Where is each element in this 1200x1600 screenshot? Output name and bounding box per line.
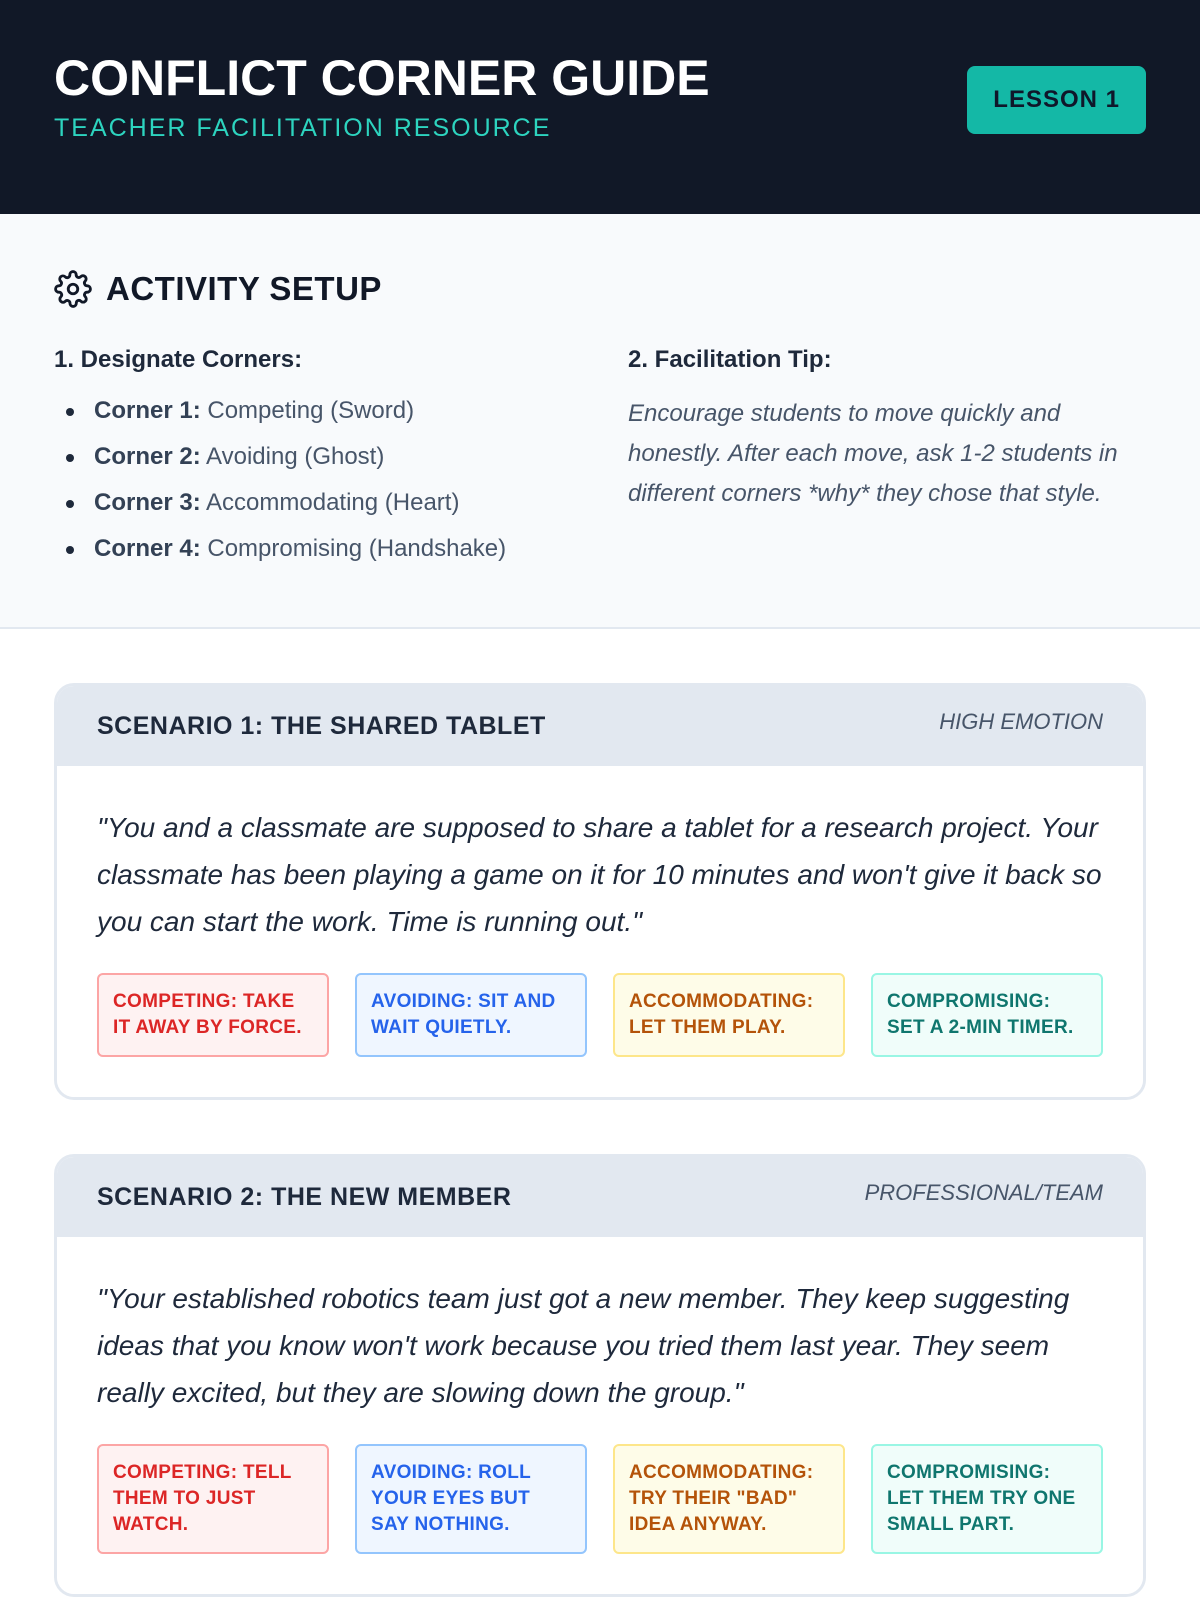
scenarios-section — [0, 629, 1200, 1597]
option-competing: COMPETING: TELL THEM TO JUST WATCH. — [97, 1444, 329, 1554]
facilitation-tip: Encourage students to move quickly and honestly. After each move, ask 1-2 students in different corners *why* they chose that style. — [628, 400, 1118, 507]
option-avoiding: AVOIDING: ROLL YOUR EYES BUT SAY NOTHING. — [355, 1444, 587, 1554]
scenario-title: SCENARIO 1: THE SHARED TABLET — [97, 711, 546, 740]
gear-icon — [54, 270, 92, 308]
list-item — [54, 396, 628, 426]
list-item — [54, 488, 628, 518]
scenario-card-1 — [54, 683, 1146, 1100]
scenario-tag: HIGH EMOTION — [939, 709, 1103, 734]
corner-value: Avoiding (Ghost) — [206, 443, 385, 470]
activity-setup-section — [0, 214, 1200, 629]
response-options — [97, 1444, 1103, 1554]
scenario-body — [57, 1237, 1143, 1594]
corner-label: Corner 2: — [94, 443, 201, 470]
scenario-tag: PROFESSIONAL/TEAM — [864, 1180, 1103, 1205]
scenario-body — [57, 766, 1143, 1097]
lesson-badge: LESSON 1 — [967, 66, 1146, 134]
corner-list — [54, 396, 628, 564]
option-compromising: COMPROMISING: LET THEM TRY ONE SMALL PART. — [871, 1444, 1103, 1554]
page-subtitle: TEACHER FACILITATION RESOURCE — [54, 114, 552, 142]
header-titles — [54, 51, 710, 143]
page-header — [0, 0, 1200, 214]
tip-title: 2. Facilitation Tip: — [628, 346, 832, 373]
corner-value: Accommodating (Heart) — [206, 489, 460, 516]
corners-title: 1. Designate Corners: — [54, 346, 303, 373]
corner-label: Corner 3: — [94, 489, 201, 516]
option-accommodating: ACCOMMODATING: TRY THEIR "BAD" IDEA ANYWAY. — [613, 1444, 845, 1554]
corner-value: Compromising (Handshake) — [207, 535, 507, 562]
option-avoiding: AVOIDING: SIT AND WAIT QUIETLY. — [355, 973, 587, 1057]
setup-heading-text: ACTIVITY SETUP — [106, 270, 382, 307]
option-compromising: COMPROMISING: SET A 2-MIN TIMER. — [871, 973, 1103, 1057]
page-title: CONFLICT CORNER GUIDE — [54, 50, 710, 106]
scenario-title: SCENARIO 2: THE NEW MEMBER — [97, 1182, 512, 1211]
list-item — [54, 534, 628, 564]
response-options — [97, 973, 1103, 1057]
scenario-quote: "You and a classmate are supposed to share a tablet for a research project. Your classmate has been playing a game on it for 10 minutes and won't give it back so you can start the work. Time is running out." — [97, 812, 1102, 937]
list-item — [54, 442, 628, 472]
option-competing: COMPETING: TAKE IT AWAY BY FORCE. — [97, 973, 329, 1057]
option-accommodating: ACCOMMODATING: LET THEM PLAY. — [613, 973, 845, 1057]
tip-column — [628, 346, 1146, 580]
corner-label: Corner 1: — [94, 397, 201, 424]
scenario-quote: "Your established robotics team just got a new member. They keep suggesting ideas that you know won't work because you tried them last year. They seem really excited, but they are slowing down the group." — [97, 1283, 1070, 1408]
setup-heading — [54, 270, 1146, 308]
setup-columns — [54, 346, 1146, 580]
scenario-card-2 — [54, 1154, 1146, 1597]
corner-value: Competing (Sword) — [207, 397, 415, 424]
scenario-header — [57, 686, 1143, 766]
scenario-header — [57, 1157, 1143, 1237]
corners-column — [54, 346, 628, 580]
corner-label: Corner 4: — [94, 535, 201, 562]
